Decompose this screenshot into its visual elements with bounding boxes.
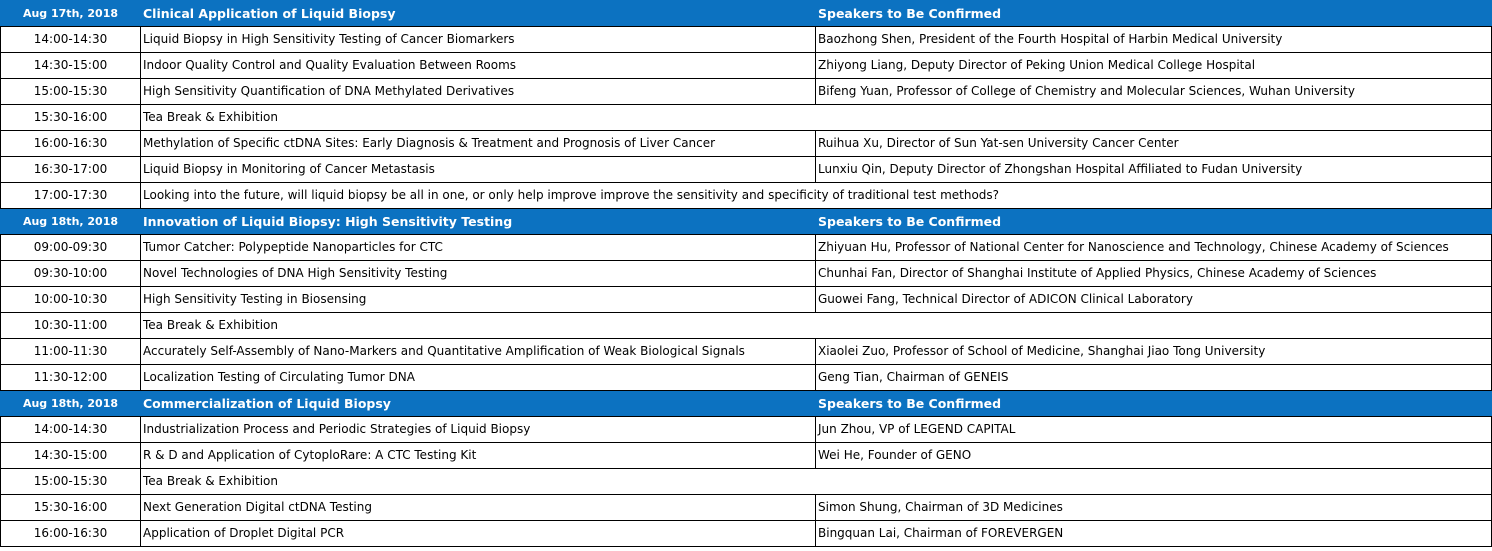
topic-cell: Tumor Catcher: Polypeptide Nanoparticles for CTC <box>141 235 816 261</box>
speaker-cell: Simon Shung, Chairman of 3D Medicines <box>816 495 1492 521</box>
table-row <box>1 261 1492 287</box>
session-title: Clinical Application of Liquid Biopsy <box>141 1 816 27</box>
table-row <box>1 235 1492 261</box>
time-slot: 14:30-15:00 <box>1 53 141 79</box>
time-slot: 15:30-16:00 <box>1 495 141 521</box>
topic-cell: Localization Testing of Circulating Tumor DNA <box>141 365 816 391</box>
table-row <box>1 287 1492 313</box>
time-slot: 14:30-15:00 <box>1 443 141 469</box>
time-slot: 10:00-10:30 <box>1 287 141 313</box>
table-row <box>1 27 1492 53</box>
topic-cell: Tea Break & Exhibition <box>141 313 1492 339</box>
session-date: Aug 17th, 2018 <box>1 1 141 27</box>
speaker-cell: Geng Tian, Chairman of GENEIS <box>816 365 1492 391</box>
session-title: Innovation of Liquid Biopsy: High Sensitivity Testing <box>141 209 816 235</box>
speaker-cell: Wei He, Founder of GENO <box>816 443 1492 469</box>
speaker-cell: Bingquan Lai, Chairman of FOREVERGEN <box>816 521 1492 547</box>
table-row <box>1 417 1492 443</box>
speakers-header: Speakers to Be Confirmed <box>816 1 1492 27</box>
table-row <box>1 443 1492 469</box>
topic-cell: R & D and Application of CytoploRare: A CTC Testing Kit <box>141 443 816 469</box>
session-header-row <box>1 391 1492 417</box>
topic-cell: Industrialization Process and Periodic Strategies of Liquid Biopsy <box>141 417 816 443</box>
session-header-row <box>1 209 1492 235</box>
topic-cell: Tea Break & Exhibition <box>141 469 1492 495</box>
table-row <box>1 313 1492 339</box>
topic-cell: High Sensitivity Quantification of DNA Methylated Derivatives <box>141 79 816 105</box>
time-slot: 11:00-11:30 <box>1 339 141 365</box>
time-slot: 15:30-16:00 <box>1 105 141 131</box>
time-slot: 10:30-11:00 <box>1 313 141 339</box>
agenda-body <box>1 1 1492 547</box>
time-slot: 09:00-09:30 <box>1 235 141 261</box>
time-slot: 11:30-12:00 <box>1 365 141 391</box>
topic-cell: Indoor Quality Control and Quality Evaluation Between Rooms <box>141 53 816 79</box>
speaker-cell: Xiaolei Zuo, Professor of School of Medicine, Shanghai Jiao Tong University <box>816 339 1492 365</box>
table-row <box>1 339 1492 365</box>
speaker-cell: Jun Zhou, VP of LEGEND CAPITAL <box>816 417 1492 443</box>
topic-cell: Looking into the future, will liquid biopsy be all in one, or only help improve improve the sensitivity and specificity of traditional test methods? <box>141 183 1492 209</box>
topic-cell: Methylation of Specific ctDNA Sites: Early Diagnosis & Treatment and Prognosis of Liver Cancer <box>141 131 816 157</box>
topic-cell: Accurately Self-Assembly of Nano-Markers and Quantitative Amplification of Weak Biological Signals <box>141 339 816 365</box>
time-slot: 14:00-14:30 <box>1 417 141 443</box>
topic-cell: Next Generation Digital ctDNA Testing <box>141 495 816 521</box>
table-row <box>1 131 1492 157</box>
speaker-cell: Baozhong Shen, President of the Fourth Hospital of Harbin Medical University <box>816 27 1492 53</box>
table-row <box>1 365 1492 391</box>
speakers-header: Speakers to Be Confirmed <box>816 209 1492 235</box>
table-row <box>1 105 1492 131</box>
time-slot: 14:00-14:30 <box>1 27 141 53</box>
session-title: Commercialization of Liquid Biopsy <box>141 391 816 417</box>
speaker-cell: Bifeng Yuan, Professor of College of Chemistry and Molecular Sciences, Wuhan University <box>816 79 1492 105</box>
time-slot: 09:30-10:00 <box>1 261 141 287</box>
session-header-row <box>1 1 1492 27</box>
table-row <box>1 53 1492 79</box>
time-slot: 15:00-15:30 <box>1 79 141 105</box>
speaker-cell: Zhiyong Liang, Deputy Director of Peking Union Medical College Hospital <box>816 53 1492 79</box>
table-row <box>1 521 1492 547</box>
speaker-cell: Zhiyuan Hu, Professor of National Center for Nanoscience and Technology, Chinese Academy of Sciences <box>816 235 1492 261</box>
speakers-header: Speakers to Be Confirmed <box>816 391 1492 417</box>
topic-cell: Tea Break & Exhibition <box>141 105 1492 131</box>
table-row <box>1 183 1492 209</box>
time-slot: 15:00-15:30 <box>1 469 141 495</box>
session-date: Aug 18th, 2018 <box>1 209 141 235</box>
time-slot: 17:00-17:30 <box>1 183 141 209</box>
speaker-cell: Lunxiu Qin, Deputy Director of Zhongshan Hospital Affiliated to Fudan University <box>816 157 1492 183</box>
topic-cell: Liquid Biopsy in Monitoring of Cancer Metastasis <box>141 157 816 183</box>
speaker-cell: Ruihua Xu, Director of Sun Yat-sen University Cancer Center <box>816 131 1492 157</box>
table-row <box>1 79 1492 105</box>
topic-cell: Application of Droplet Digital PCR <box>141 521 816 547</box>
table-row <box>1 495 1492 521</box>
time-slot: 16:30-17:00 <box>1 157 141 183</box>
topic-cell: Novel Technologies of DNA High Sensitivity Testing <box>141 261 816 287</box>
session-date: Aug 18th, 2018 <box>1 391 141 417</box>
table-row <box>1 469 1492 495</box>
topic-cell: Liquid Biopsy in High Sensitivity Testing of Cancer Biomarkers <box>141 27 816 53</box>
speaker-cell: Chunhai Fan, Director of Shanghai Institute of Applied Physics, Chinese Academy of Sciences <box>816 261 1492 287</box>
time-slot: 16:00-16:30 <box>1 131 141 157</box>
topic-cell: High Sensitivity Testing in Biosensing <box>141 287 816 313</box>
table-row <box>1 157 1492 183</box>
speaker-cell: Guowei Fang, Technical Director of ADICON Clinical Laboratory <box>816 287 1492 313</box>
time-slot: 16:00-16:30 <box>1 521 141 547</box>
